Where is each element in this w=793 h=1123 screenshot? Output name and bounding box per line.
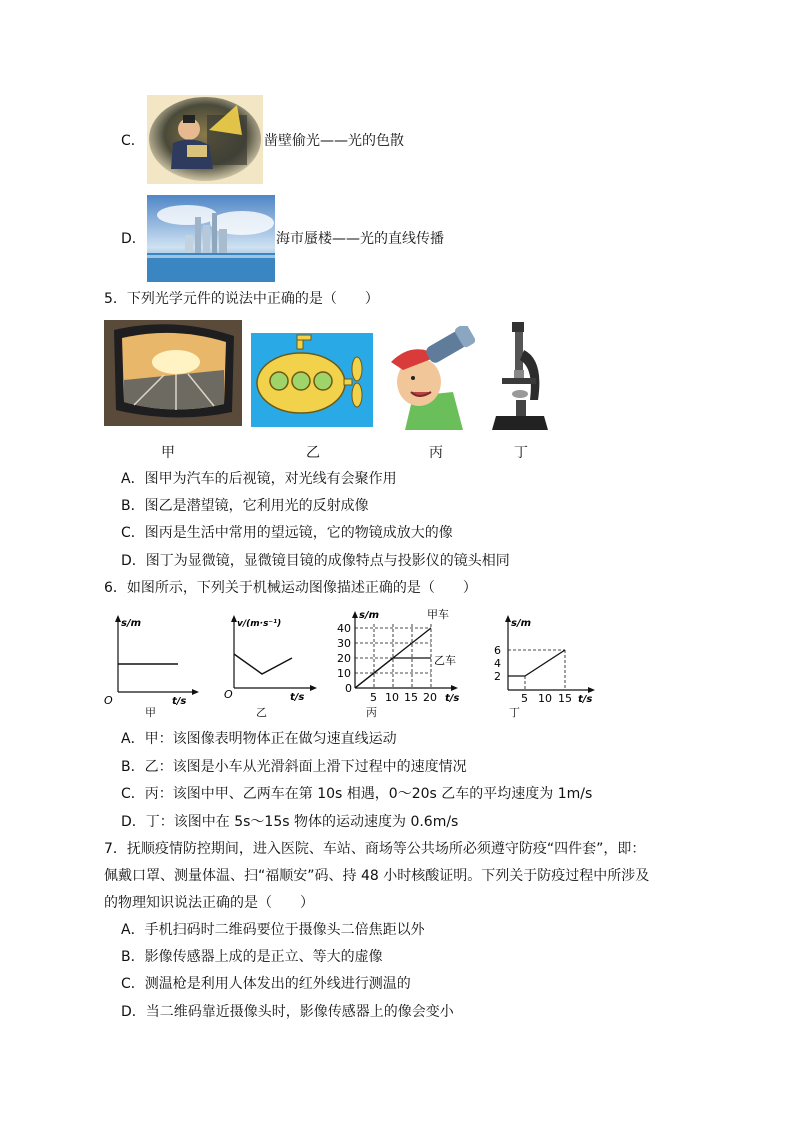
- q6-jia-xlabel: t/s: [172, 696, 187, 707]
- q6-ding-xtick-15: 15: [558, 692, 572, 705]
- q5-image-submarine: [251, 333, 373, 427]
- q6-jia-origin: O: [104, 694, 113, 707]
- q6-bing-ylabel: s/m: [359, 610, 380, 621]
- q6-bing-xtick-15: 15: [404, 691, 418, 704]
- q6-caption-jia: 甲: [145, 706, 156, 719]
- q6-graph-bing: [335, 604, 470, 704]
- q5-option-d: D．图丁为显微镜，显微镜目镜的成像特点与投影仪的镜头相同: [121, 553, 510, 569]
- q6-ding-xtick-5: 5: [521, 692, 528, 705]
- q7-option-a: A．手机扫码时二维码要位于摄像头二倍焦距以外: [121, 922, 425, 938]
- q4-option-c-text: 凿壁偷光——光的色散: [264, 133, 404, 149]
- q6-bing-xtick-5: 5: [370, 691, 377, 704]
- q6-ding-xlabel: t/s: [578, 694, 593, 705]
- q6-bing-ytick-10: 10: [337, 667, 351, 680]
- q6-bing-xlabel: t/s: [445, 693, 460, 704]
- q7-option-c: C．测温枪是利用人体发出的红外线进行测温的: [121, 976, 411, 992]
- q5-image-microscope: [488, 320, 552, 434]
- q4-option-d-label: D．: [121, 231, 146, 247]
- q7-option-d: D．当二维码靠近摄像头时，影像传感器上的像会变小: [121, 1004, 454, 1020]
- q5-option-b: B．图乙是潜望镜，它利用光的反射成像: [121, 498, 369, 514]
- q4-option-c-label: C．: [121, 133, 145, 149]
- q5-image-rearview-mirror: [104, 320, 242, 426]
- q6-caption-ding: 丁: [509, 706, 520, 719]
- q6-option-b: B．乙：该图是小车从光滑斜面上滑下过程中的速度情况: [121, 759, 467, 775]
- q6-jia-ylabel: s/m: [121, 618, 142, 629]
- q6-yi-ylabel: v/(m·s⁻¹): [237, 619, 282, 629]
- q6-ding-ylabel: s/m: [511, 618, 532, 629]
- q6-bing-xtick-20: 20: [423, 691, 437, 704]
- q5-image-telescope-boy: [383, 326, 475, 430]
- q6-ding-xtick-10: 10: [538, 692, 552, 705]
- q6-yi-origin: O: [224, 688, 233, 701]
- q6-option-d: D．丁：该图中在 5s～15s 物体的运动速度为 0.6m/s: [121, 814, 459, 830]
- q5-option-c: C．图丙是生活中常用的望远镜，它的物镜成放大的像: [121, 525, 453, 541]
- q6-ding-ytick-2: 2: [494, 670, 501, 683]
- q5-caption-bing: 丙: [429, 445, 443, 461]
- q6-bing-car-yi: 乙车: [434, 654, 456, 667]
- q5-option-a: A．图甲为汽车的后视镜，对光线有会聚作用: [121, 471, 397, 487]
- q6-option-a: A．甲：该图像表明物体正在做匀速直线运动: [121, 731, 397, 747]
- q6-bing-ytick-40: 40: [337, 622, 351, 635]
- q7-stem-line-2: 佩戴口罩、测量体温、扫“福顺安”码、持 48 小时核酸证明。下列关于防疫过程中所涉及: [104, 868, 650, 884]
- q7-stem-line-3: 的物理知识说法正确的是（ ）: [104, 895, 314, 911]
- q6-stem: 6．如图所示，下列关于机械运动图像描述正确的是（ ）: [104, 580, 477, 596]
- q4-option-d-image: [147, 195, 275, 282]
- q4-option-d-text: 海市蜃楼——光的直线传播: [276, 231, 444, 247]
- q7-option-b: B．影像传感器上成的是正立、等大的虚像: [121, 949, 383, 965]
- q6-bing-ytick-30: 30: [337, 637, 351, 650]
- q6-bing-ytick-0: 0: [345, 682, 352, 695]
- q6-caption-yi: 乙: [256, 706, 267, 719]
- q6-ding-ytick-6: 6: [494, 644, 501, 657]
- q5-stem: 5．下列光学元件的说法中正确的是（ ）: [104, 291, 379, 307]
- q6-bing-ytick-20: 20: [337, 652, 351, 665]
- q5-caption-yi: 乙: [306, 445, 320, 461]
- q4-option-c-image: [147, 95, 263, 184]
- q6-graph-jia: [100, 612, 200, 712]
- q6-graph-ding: [490, 612, 600, 712]
- q5-caption-ding: 丁: [514, 445, 528, 461]
- q6-ding-ytick-4: 4: [494, 657, 501, 670]
- q6-option-c: C．丙：该图中甲、乙两车在第 10s 相遇，0～20s 乙车的平均速度为 1m/s: [121, 786, 593, 802]
- q6-yi-xlabel: t/s: [290, 692, 305, 703]
- q6-caption-bing: 丙: [366, 706, 377, 719]
- q6-graph-yi: [220, 612, 320, 712]
- q5-caption-jia: 甲: [161, 445, 175, 461]
- q7-stem-line-1: 7．抚顺疫情防控期间，进入医院、车站、商场等公共场所必须遵守防疫“四件套”，即：: [104, 841, 646, 857]
- q6-bing-xtick-10: 10: [385, 691, 399, 704]
- q6-bing-car-jia: 甲车: [427, 608, 449, 621]
